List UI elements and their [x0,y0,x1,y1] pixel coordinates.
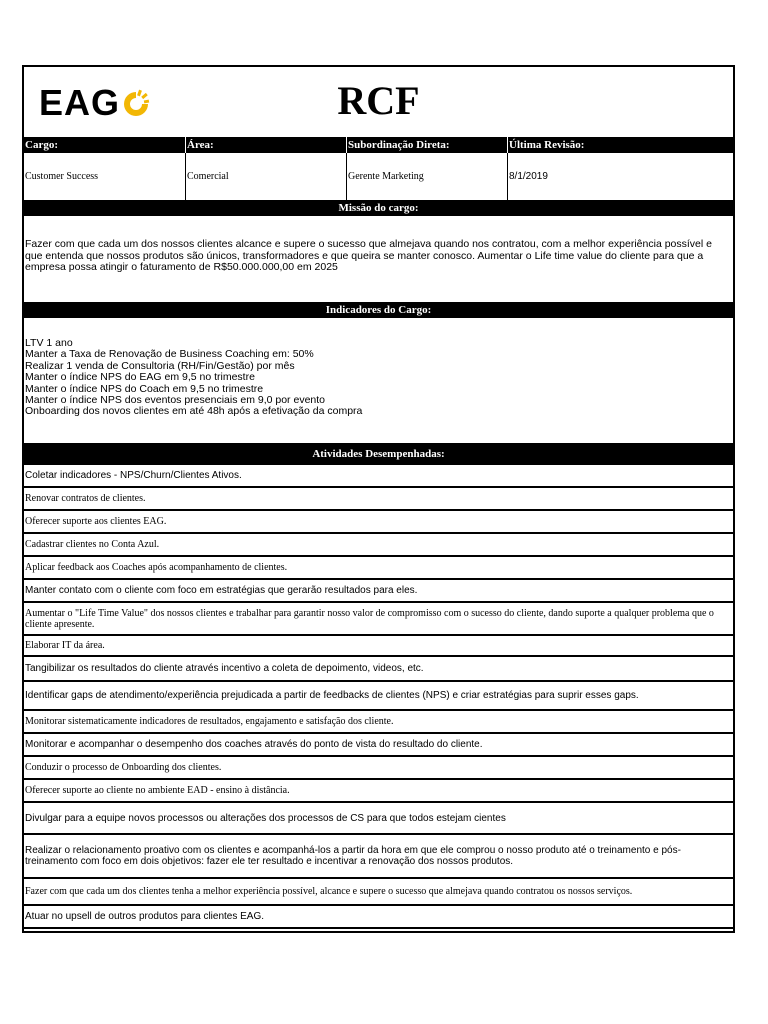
indicators-list [24,318,733,443]
activity-item: Identificar gaps de atendimento/experiência prejudicada a partir de feedbacks de clientes (NPS) e criar estratégias para suprir esses gaps. [24,682,733,711]
activity-item: Divulgar para a equipe novos processos ou alterações dos processos de CS para que todos estejam cientes [24,803,733,835]
indicators-heading: Indicadores do Cargo: [24,302,733,318]
activity-item: Atuar no upsell de outros produtos para clientes EAG. [24,906,733,929]
document-title: RCF [337,78,420,123]
mission-heading: Missão do cargo: [24,200,733,216]
activity-item: Coletar indicadores - NPS/Churn/Clientes Ativos. [24,465,733,488]
mission-text: Fazer com que cada um dos nossos clientes alcance e supere o sucesso que almejava quando nos contratou, com a melhor experiência possível e que entenda que nossos produtos são únicos, transformadores e que queira se manter conosco. Aumentar o Life time value do cliente para que a empresa possa atingir o faturamento de R$50.000.000,00 em 2025 [25,238,712,273]
activities-list [24,465,733,929]
activity-item: Manter contato com o cliente com foco em estratégias que gerarão resultados para eles. [24,580,733,603]
activity-item: Cadastrar clientes no Conta Azul. [24,534,733,557]
indicator-item: Manter o índice NPS do EAG em 9,5 no trimestre [25,371,255,384]
activity-item: Realizar o relacionamento proativo com os clientes e acompanhá-los a partir da hora em que ele comprou o nosso produto até o treinamento e pós-treinamento com foco em dois objetivos: fazer ele ter resultado e incentivar a renovação dos nossos produtos. [24,835,733,879]
indicator-item: Onboarding dos novos clientes em até 48h após a efetivação da compra [25,405,363,418]
activity-item: Aumentar o "Life Time Value" dos nossos clientes e trabalhar para garantir nosso valor de compromisso com o sucesso do cliente, dando suporte a qualquer problema que o cliente apresente. [24,603,733,636]
indicator-item: Manter o índice NPS do Coach em 9,5 no trimestre [25,382,264,395]
activity-item: Fazer com que cada um dos clientes tenha a melhor experiência possível, alcance e supere o sucesso que almejava quando contratou os nossos serviços. [24,879,733,906]
value-subordinacao: Gerente Marketing [346,153,507,200]
job-description-sheet [22,65,735,933]
activity-item: Renovar contratos de clientes. [24,488,733,511]
indicator-item: LTV 1 ano [25,337,73,349]
info-values-row [24,153,733,200]
value-cargo: Customer Success [25,171,99,182]
info-header-bar [24,137,733,153]
label-ultima-revisao: Última Revisão: [507,137,668,153]
activity-item: Monitorar e acompanhar o desempenho dos coaches através do ponto de vista do resultado do cliente. [24,734,733,757]
indicator-item: Manter a Taxa de Renovação de Business Coaching em: 50% [25,348,314,361]
activities-heading: Atividades Desempenhadas: [24,443,733,465]
value-ultima-revisao: 8/1/2019 [507,153,668,200]
indicator-item: Manter o índice NPS dos eventos presenciais em 9,0 por evento [25,394,325,407]
logo-text: EAG [39,82,121,123]
activity-item: Conduzir o processo de Onboarding dos clientes. [24,757,733,780]
label-subordinacao: Subordinação Direta: [346,137,507,153]
document-header [24,67,733,137]
activity-item: Elaborar IT da área. [24,636,733,657]
label-area: Área: [185,137,346,153]
activity-item: Tangibilizar os resultados do cliente através incentivo a coleta de depoimento, videos, etc. [24,657,733,682]
activity-item: Oferecer suporte ao cliente no ambiente EAD - ensino à distância. [24,780,733,803]
activity-item: Oferecer suporte aos clientes EAG. [24,511,733,534]
indicator-item: Realizar 1 venda de Consultoria (RH/Fin/Gestão) por mês [25,359,295,372]
label-cargo: Cargo: [25,139,58,151]
activity-item: Monitorar sistematicamente indicadores de resultados, engajamento e satisfação dos cliente. [24,711,733,734]
activity-item: Aplicar feedback aos Coaches após acompanhamento de clientes. [24,557,733,580]
value-area: Comercial [185,153,346,200]
